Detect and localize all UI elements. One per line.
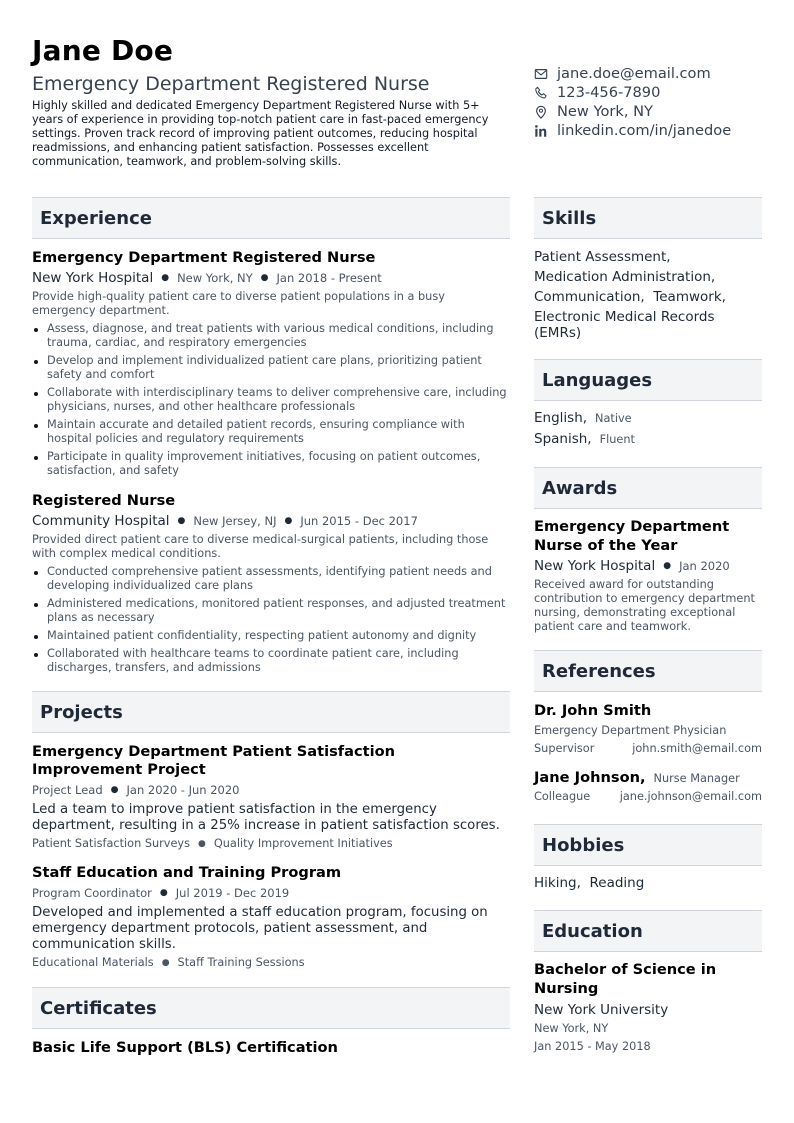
project-role: Project Lead xyxy=(32,783,103,797)
language-item xyxy=(534,429,762,450)
award-org: New York Hospital xyxy=(534,558,656,574)
reference-email[interactable]: jane.johnson@email.com xyxy=(619,790,762,803)
list-item: Collaborated with healthcare teams to coordinate patient care, including discharges, transfers, and admissions xyxy=(32,647,510,675)
contact-email[interactable] xyxy=(534,64,762,83)
list-item: Collaborate with interdisciplinary teams to deliver comprehensive care, including physicians, nurses, and other healthcare professionals xyxy=(32,386,510,414)
projects-heading: Projects xyxy=(32,691,510,733)
separator-dot: ● xyxy=(177,516,186,526)
separator-dot: ● xyxy=(159,888,168,898)
award-title: Emergency Department Nurse of the Year xyxy=(534,518,730,554)
list-item: Develop and implement individualized patient care plans, prioritizing patient safety and comfort xyxy=(32,354,510,382)
hobbies-heading: Hobbies xyxy=(534,824,762,866)
list-item: Participate in quality improvement initiatives, focusing on patient outcomes, satisfaction, and safety xyxy=(32,450,510,478)
school-location: New York, NY xyxy=(534,1022,609,1035)
reference-email[interactable]: john.smith@email.com xyxy=(632,742,762,755)
skills-heading: Skills xyxy=(534,197,762,239)
degree-title: Bachelor of Science in Nursing xyxy=(534,961,717,997)
list-item: Assess, diagnose, and treat patients with various medical conditions, including trauma, cardiac, and respiratory emergencies xyxy=(32,322,510,350)
education-item xyxy=(534,960,762,1056)
contact-phone[interactable] xyxy=(534,83,762,102)
language-level: Fluent xyxy=(599,433,635,446)
project-tag: Staff Training Sessions xyxy=(177,956,305,969)
job-location: New York, NY xyxy=(177,271,253,285)
reference-name: Jane Johnson, xyxy=(534,769,646,786)
linkedin-text: linkedin.com/in/janedoe xyxy=(557,122,732,139)
separator-dot: ● xyxy=(110,785,119,795)
job-org: New York Hospital xyxy=(32,270,154,286)
separator-dot: ● xyxy=(663,561,672,571)
job-location: New Jersey, NJ xyxy=(193,514,277,528)
education-heading: Education xyxy=(534,910,762,952)
separator-dot: ● xyxy=(198,838,206,849)
separator-dot: ● xyxy=(161,273,170,283)
skill-item: Patient Assessment, xyxy=(534,249,671,265)
summary: Highly skilled and dedicated Emergency Department Registered Nurse with 5+ years of experience in providing top-notch patient care in fast-paced emergency settings. Proven track record of improving patient outcomes, reducing hospital readmissions, and enhancing patient satisfaction. Possesses excellent communication, teamwork, and problem-solving skills. xyxy=(32,99,489,168)
school-name: New York University xyxy=(534,1002,669,1018)
job-org: Community Hospital xyxy=(32,513,170,529)
contact-info xyxy=(534,64,762,140)
hobby-item: Hiking, xyxy=(534,875,581,891)
language-level: Native xyxy=(595,412,632,425)
job-meta xyxy=(32,514,510,529)
linkedin-icon xyxy=(534,124,548,138)
project-role: Program Coordinator xyxy=(32,886,152,900)
project-meta xyxy=(32,783,510,798)
skill-item: Electronic Medical Records (EMRs) xyxy=(534,309,715,341)
hobby-item: Reading xyxy=(589,875,645,891)
project-tag: Educational Materials xyxy=(32,956,154,969)
separator-dot: ● xyxy=(260,273,269,283)
job-bullets xyxy=(32,322,510,478)
list-item: Conducted comprehensive patient assessments, identifying patient needs and developing individualized care plans xyxy=(32,565,510,593)
project-item xyxy=(32,743,510,850)
contact-linkedin[interactable] xyxy=(534,121,762,140)
contact-location xyxy=(534,102,762,121)
skill-item: Communication, xyxy=(534,289,645,305)
hobbies-list xyxy=(534,873,762,893)
list-item: Maintained patient confidentiality, respecting patient autonomy and dignity xyxy=(32,629,510,643)
reference-item xyxy=(534,768,762,806)
languages-heading: Languages xyxy=(534,359,762,401)
language-name: Spanish, xyxy=(534,431,592,447)
reference-relation: Supervisor xyxy=(534,742,595,755)
project-tags xyxy=(32,956,510,969)
candidate-name: Jane Doe xyxy=(32,34,174,67)
award-meta xyxy=(534,559,762,574)
location-pin-icon xyxy=(534,105,548,119)
language-item xyxy=(534,408,762,429)
reference-role: Nurse Manager xyxy=(653,772,740,785)
reference-role: Emergency Department Physician xyxy=(534,724,727,737)
award-item xyxy=(534,517,762,634)
skill-item: Medication Administration, xyxy=(534,269,716,285)
separator-dot: ● xyxy=(284,516,293,526)
job-dates: Jun 2015 - Dec 2017 xyxy=(300,514,418,528)
project-meta xyxy=(32,886,510,901)
project-item xyxy=(32,864,510,969)
project-description: Developed and implemented a staff education program, focusing on emergency department protocols, patient assessment, and communication skills. xyxy=(32,905,488,952)
experience-item xyxy=(32,249,510,478)
left-column xyxy=(32,197,510,1057)
award-description: Received award for outstanding contribution to emergency department nursing, demonstrating exceptional patient care and teamwork. xyxy=(534,578,755,633)
envelope-icon xyxy=(534,67,548,81)
certificates-heading: Certificates xyxy=(32,987,510,1029)
reference-item xyxy=(534,701,762,758)
project-dates: Jul 2019 - Dec 2019 xyxy=(175,886,290,900)
reference-name: Dr. John Smith xyxy=(534,702,652,719)
certificate-title: Basic Life Support (BLS) Certification xyxy=(32,1039,338,1056)
project-title: Staff Education and Training Program xyxy=(32,864,342,881)
project-dates: Jan 2020 - Jun 2020 xyxy=(126,783,240,797)
job-meta xyxy=(32,271,510,286)
awards-heading: Awards xyxy=(534,467,762,509)
job-title: Registered Nurse xyxy=(32,492,176,509)
job-description: Provide high-quality patient care to diverse patient populations in a busy emergency department. xyxy=(32,290,445,317)
job-title: Emergency Department Registered Nurse xyxy=(32,249,376,266)
references-heading: References xyxy=(534,650,762,692)
project-tag: Patient Satisfaction Surveys xyxy=(32,837,190,850)
experience-item xyxy=(32,492,510,675)
resume-header xyxy=(32,34,762,184)
education-dates: Jan 2015 - May 2018 xyxy=(534,1040,651,1053)
experience-heading: Experience xyxy=(32,197,510,239)
email-text: jane.doe@email.com xyxy=(557,65,711,82)
location-text: New York, NY xyxy=(557,103,653,120)
project-tags xyxy=(32,837,510,850)
job-description: Provided direct patient care to diverse medical-surgical patients, including those with complex medical conditions. xyxy=(32,533,489,560)
skills-list xyxy=(534,247,762,341)
project-description: Led a team to improve patient satisfaction in the emergency department, resulting in a 25% increase in patient satisfaction scores. xyxy=(32,802,500,833)
job-dates: Jan 2018 - Present xyxy=(276,271,382,285)
list-item: Administered medications, monitored patient responses, and adjusted treatment plans as necessary xyxy=(32,597,510,625)
award-date: Jan 2020 xyxy=(679,559,730,573)
reference-relation: Colleague xyxy=(534,790,591,803)
phone-icon xyxy=(534,86,548,100)
languages-list xyxy=(534,408,762,450)
separator-dot: ● xyxy=(161,957,170,968)
list-item: Maintain accurate and detailed patient records, ensuring compliance with hospital policies and regulatory requirements xyxy=(32,418,510,446)
right-column xyxy=(534,197,762,1056)
candidate-title: Emergency Department Registered Nurse xyxy=(32,73,430,95)
skill-item: Teamwork, xyxy=(653,289,726,305)
phone-text: 123-456-7890 xyxy=(557,84,661,101)
project-tag: Quality Improvement Initiatives xyxy=(213,837,393,850)
language-name: English, xyxy=(534,410,588,426)
job-bullets xyxy=(32,565,510,675)
project-title: Emergency Department Patient Satisfaction Improvement Project xyxy=(32,743,396,778)
